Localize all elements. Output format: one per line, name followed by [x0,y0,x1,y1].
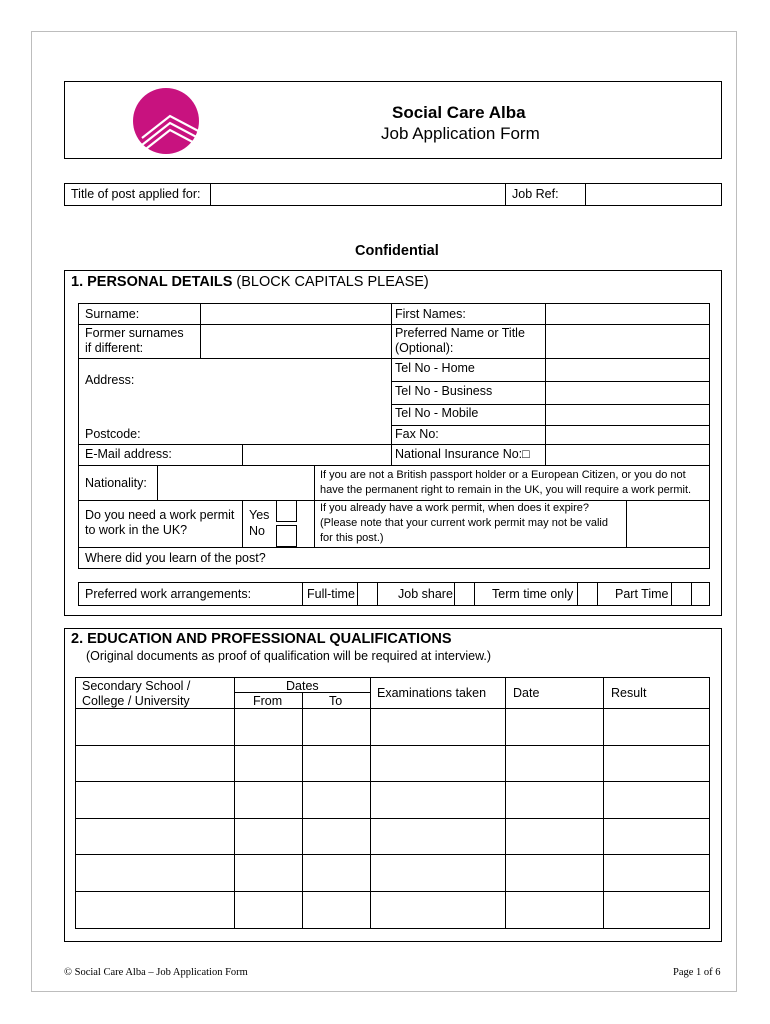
qualification-cell-to[interactable] [303,855,370,891]
qualification-cell-school[interactable] [76,819,234,854]
qualification-cell-date[interactable] [506,819,603,854]
fax-label: Fax No: [395,427,439,441]
col-school-header-2: College / University [82,694,190,708]
confidential-label: Confidential [355,243,439,259]
part-time-checkbox[interactable] [671,582,692,606]
footer-copyright: © Social Care Alba – Job Application Form [64,967,248,978]
section1-heading-rest: (BLOCK CAPITALS PLEASE) [232,274,429,290]
job-share-label: Job share [398,587,453,601]
qualification-cell-to[interactable] [303,819,370,854]
nationality-label: Nationality: [85,476,147,490]
col-dates-header: Dates [286,679,319,693]
surname-field[interactable] [201,304,391,324]
full-time-checkbox[interactable] [357,582,378,606]
passport-note-line2: have the permanent right to remain in the UK, you will require a work permit. [320,484,692,496]
section2-subheading: (Original documents as proof of qualification will be required at interview.) [86,649,492,663]
qualification-cell-to[interactable] [303,892,370,928]
qualification-cell-exams[interactable] [371,892,505,928]
qualification-cell-school[interactable] [76,746,234,781]
work-permit-question-2: to work in the UK? [85,523,188,537]
address-label: Address: [85,373,135,387]
col-date-header: Date [513,686,540,700]
col-result-header: Result [611,686,647,700]
job-share-checkbox[interactable] [454,582,475,606]
qualification-cell-result[interactable] [604,746,709,781]
social-care-alba-logo-icon [132,86,204,156]
first-names-label: First Names: [395,307,466,321]
qualification-cell-school[interactable] [76,892,234,928]
email-field[interactable] [243,445,391,465]
preferred-name-label-2: (Optional): [395,341,454,355]
qualification-cell-exams[interactable] [371,746,505,781]
qualification-cell-from[interactable] [235,892,302,928]
passport-note-line1: If you are not a British passport holder or a European Citizen, or you do not [320,469,686,481]
first-names-field[interactable] [546,304,709,324]
term-time-label: Term time only [492,587,574,601]
qualification-cell-result[interactable] [604,709,709,745]
tel-home-field[interactable] [546,359,709,381]
former-surnames-label-2: if different: [85,341,144,355]
permit-expire-line3: for this post.) [320,532,384,544]
work-permit-no-checkbox[interactable] [276,525,297,547]
qualification-cell-to[interactable] [303,746,370,781]
full-time-label: Full-time [307,587,355,601]
tel-home-label: Tel No - Home [395,361,475,375]
qualification-cell-from[interactable] [235,782,302,818]
postcode-label: Postcode: [85,427,141,441]
post-title-field[interactable] [211,184,505,205]
permit-expire-line2: (Please note that your current work permit may not be valid [320,517,608,529]
qualification-cell-school[interactable] [76,855,234,891]
form-title: Job Application Form [381,124,540,143]
qualification-cell-date[interactable] [506,855,603,891]
former-surnames-field[interactable] [201,325,391,358]
col-school-header: Secondary School / [82,679,191,693]
ni-number-label: National Insurance No:□ [395,447,530,461]
fax-field[interactable] [546,426,709,444]
post-title-label: Title of post applied for: [71,187,201,201]
job-ref-label: Job Ref: [512,187,559,201]
org-name: Social Care Alba [392,103,526,122]
qualification-cell-exams[interactable] [371,709,505,745]
former-surnames-label: Former surnames [85,326,184,340]
job-ref-field[interactable] [586,184,721,205]
qualification-cell-from[interactable] [235,819,302,854]
qualification-cell-school[interactable] [76,709,234,745]
col-from-header: From [253,694,283,708]
no-label: No [249,524,265,538]
address-field[interactable] [79,390,390,425]
col-to-header: To [329,694,343,708]
permit-expiry-field[interactable] [627,501,709,547]
nationality-field[interactable] [158,466,314,500]
qualification-cell-date[interactable] [506,746,603,781]
qualification-cell-date[interactable] [506,709,603,745]
qualification-cell-exams[interactable] [371,819,505,854]
qualification-cell-date[interactable] [506,782,603,818]
tel-mobile-label: Tel No - Mobile [395,406,479,420]
tel-business-label: Tel No - Business [395,384,493,398]
qualification-cell-from[interactable] [235,709,302,745]
email-label: E-Mail address: [85,447,172,461]
section1-heading [71,273,429,291]
qualification-cell-to[interactable] [303,709,370,745]
col-exams-header: Examinations taken [377,686,487,700]
tel-business-field[interactable] [546,382,709,404]
ni-number-field[interactable] [546,445,709,465]
section1-heading-bold: 1. PERSONAL DETAILS [71,274,233,290]
learn-post-field[interactable] [280,548,709,568]
qualification-cell-exams[interactable] [371,782,505,818]
preferred-name-field[interactable] [546,325,709,358]
qualification-cell-result[interactable] [604,819,709,854]
qualification-cell-to[interactable] [303,782,370,818]
permit-expire-line1: If you already have a work permit, when does it expire? [320,502,590,514]
surname-label: Surname: [85,307,140,321]
qualification-cell-result[interactable] [604,782,709,818]
tel-mobile-field[interactable] [546,405,709,425]
qualification-cell-from[interactable] [235,746,302,781]
footer-page-number: Page 1 of 6 [673,967,721,978]
qualification-cell-result[interactable] [604,892,709,928]
qualification-cell-exams[interactable] [371,855,505,891]
section2-heading: 2. EDUCATION AND PROFESSIONAL QUALIFICATIONS [71,631,452,647]
work-permit-question: Do you need a work permit [85,508,235,522]
qualification-cell-date[interactable] [506,892,603,928]
qualification-cell-from[interactable] [235,855,302,891]
qualification-cell-result[interactable] [604,855,709,891]
pref-work-label: Preferred work arrangements: [85,587,252,601]
qualification-cell-school[interactable] [76,782,234,818]
yes-label: Yes [249,508,270,522]
term-time-checkbox[interactable] [577,582,598,606]
preferred-name-label: Preferred Name or Title [395,326,525,340]
work-permit-yes-checkbox[interactable] [276,500,297,522]
part-time-label: Part Time [615,587,669,601]
learn-post-label: Where did you learn of the post? [85,551,266,565]
